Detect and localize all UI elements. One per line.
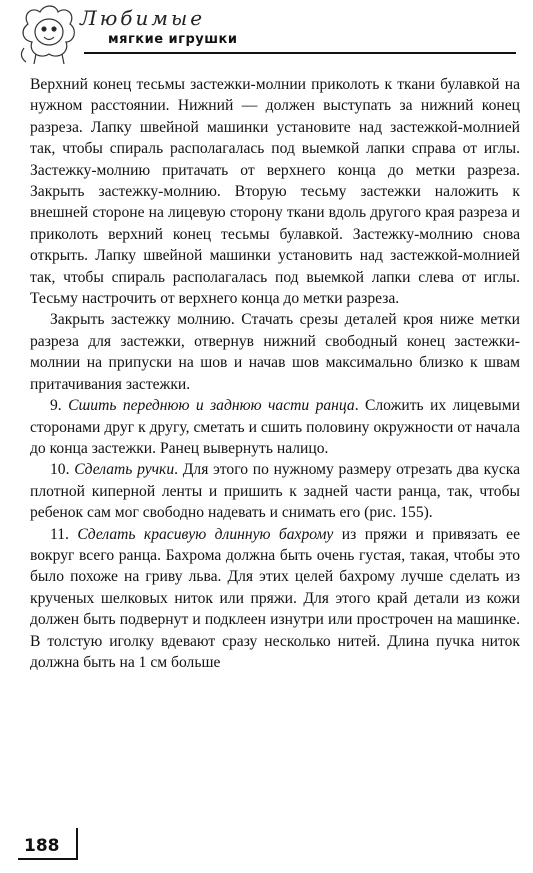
paragraph-step-10: [30, 459, 520, 523]
step-heading: Сделать красивую длинную бахрому: [77, 525, 334, 543]
footer-divider-horizontal: [18, 858, 78, 860]
page-header: [0, 0, 533, 72]
step-number: 10.: [50, 461, 75, 479]
toy-lion-mascot-icon: [14, 4, 84, 66]
paragraph-step-9: [30, 395, 520, 459]
step-heading: Сшить переднюю и заднюю части ранца: [68, 397, 355, 415]
step-number: 11.: [50, 525, 78, 543]
paragraph-1: Верхний конец тесьмы застежки-молнии приколоть к ткани булавкой на нужном расстоянии. Нижний — должен выступать за нижний конец разреза. Лапку швейной машинки установите над застежкой-молнией так, чтобы спираль располагалась под выемкой лапки справа от иглы. Застежку-молнию притачать от верхнего конца до метки разреза. Закрыть застежку-молнию. Вторую тесьму застежки наложить к внешней стороне на лицевую сторону ткани вдоль другого края разреза и приколоть верхний конец тесьмы булавкой. Застежку-молнию снова открыть. Лапку швейной машинки установить над застежкой-молнией так, чтобы спираль располагалась под выемкой лапки слева от иглы. Тесьму настрочить от верхнего конца до метки разреза.: [30, 76, 520, 308]
series-title: мягкие игрушки: [108, 32, 238, 47]
step-text: из пряжи и привязать ее вокруг всего ранца. Бахрома должна быть очень густая, такая, чтобы это было похоже на гриву льва. Для этих целей бахрому лучше сделать из крученых шелковых ниток или пряжи. Для этого край детали из кожи должен быть подвернут и подклеен изнутри или прострочен на машинке. В толстую иголку вдевают сразу несколько нитей. Длина пучка ниток должна быть на 1 см больше: [30, 525, 521, 671]
paragraph-2: Закрыть застежку молнию. Стачать срезы деталей кроя ниже метки разреза для застежки, отвернув нижний свободный конец застежки-молнии на припуски на шов и начав шов максимально близко к швам притачивания застежки.: [30, 311, 520, 393]
footer-divider-vertical: [76, 828, 78, 858]
paragraph-step-11: [30, 524, 520, 674]
step-heading: Сделать ручки: [74, 461, 175, 479]
step-number: 9.: [50, 397, 69, 415]
step-text: . Сложить их лицевыми сторонами друг к другу, сметать и сшить половину окружности от начала до конца застежки. Ранец вывернуть налицо.: [30, 397, 520, 457]
body-text: [30, 74, 520, 673]
series-title-script: Любимые: [80, 6, 206, 30]
step-text: . Для этого по нужному размеру отрезать два куска плотной киперной ленты и пришить к задней части ранца, так, чтобы ребенок сам мог свободно надевать и снимать его (рис. 155).: [30, 461, 521, 522]
page-number: 188: [24, 836, 60, 856]
header-divider: [84, 52, 516, 54]
